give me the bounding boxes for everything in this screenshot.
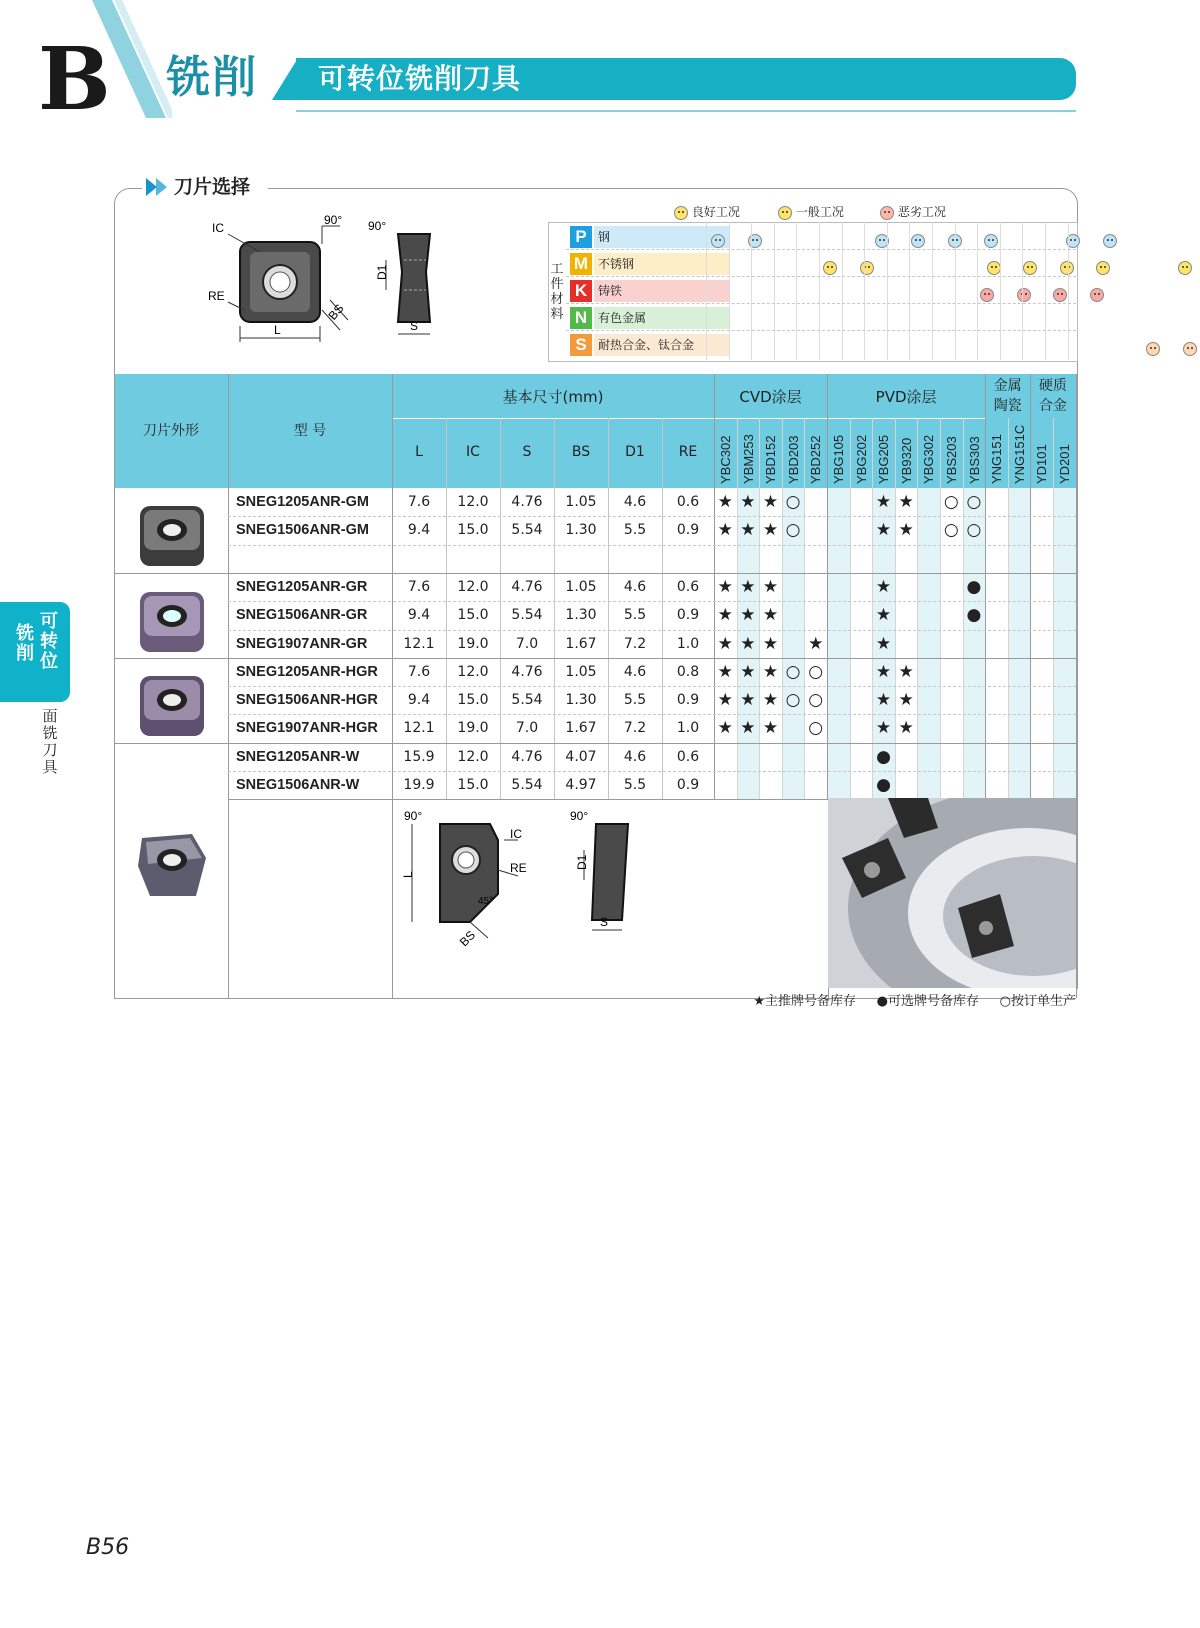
matrix-gridline [796, 222, 797, 360]
dim-cell-s: 5.54 [511, 777, 543, 793]
header-dim-re: RE [678, 444, 698, 460]
condition-face-icon [1017, 288, 1031, 302]
row-line [228, 686, 1076, 687]
footnote-dot: ●可选牌号备库存 [876, 994, 979, 1009]
dim-cell-d1: 4.6 [623, 748, 647, 765]
grade-header-ybg105: YBG105 [831, 434, 846, 484]
label-l-w: L [401, 871, 415, 878]
dim-cell-bs: 1.67 [565, 635, 597, 652]
grade-mark: ★ [762, 520, 779, 541]
neutral-face-icon [778, 206, 792, 220]
grade-group-divider [985, 374, 986, 799]
grade-mark: ★ [808, 633, 824, 654]
dim-cell-re: 1.0 [676, 635, 700, 652]
condition-face-icon [984, 234, 998, 248]
condition-face-icon [1090, 288, 1104, 302]
label-angle-side: 90° [368, 219, 387, 233]
grade-mark: ★ [875, 718, 892, 739]
header-dim-l: L [415, 444, 423, 460]
grade-mark: ★ [762, 576, 779, 597]
legend-normal-label: 一般工况 [795, 205, 844, 219]
grade-mark: ○ [808, 661, 824, 682]
row-line [228, 545, 1076, 546]
model-cell: SNEG1506ANR-W [236, 777, 360, 793]
dim-cell-re: 0.8 [676, 663, 700, 680]
grade-mark: ★ [762, 492, 779, 512]
insert-photo-4 [132, 830, 212, 902]
grade-mark: ○ [785, 690, 801, 711]
matrix-gridline [1022, 222, 1023, 360]
header-dim-ic: IC [466, 444, 480, 460]
dim-cell-re: 0.9 [676, 522, 700, 539]
grade-mark: ★ [740, 605, 756, 626]
grade-mark: ★ [717, 605, 733, 626]
dim-cell-re: 0.6 [676, 748, 700, 765]
chapter-letter: B [38, 29, 111, 130]
dim-cell-s: 5.54 [511, 522, 543, 539]
grade-mark: ★ [898, 492, 914, 512]
grade-mark: ★ [898, 520, 914, 541]
grade-mark: ★ [875, 605, 892, 626]
legend-good [674, 204, 740, 220]
matrix-rowline [566, 276, 1076, 277]
condition-face-icon [1183, 342, 1197, 356]
grade-mark: ★ [717, 492, 733, 512]
condition-face-icon [823, 261, 837, 275]
grade-mark: ★ [898, 690, 914, 711]
dim-cell-ic: 19.0 [457, 720, 489, 737]
dim-cell-s: 5.54 [511, 607, 543, 624]
grade-mark: ★ [740, 492, 756, 512]
milling-cutter-photo [828, 798, 1076, 988]
model-cell: SNEG1506ANR-GR [236, 607, 368, 624]
matrix-rowline [566, 330, 1076, 331]
row-line [228, 771, 1076, 772]
grade-mark: ★ [875, 690, 892, 711]
matrix-rowline [566, 249, 1076, 250]
grade-mark: ★ [762, 605, 779, 626]
material-label: 铸铁 [598, 284, 623, 298]
dim-cell-bs: 4.97 [565, 777, 597, 793]
material-badge: P [570, 226, 592, 248]
insert-photo-1 [132, 500, 212, 572]
footnote-star: ★主推牌号备库存 [753, 994, 856, 1009]
material-label: 钢 [598, 230, 611, 244]
dim-cell-d1: 5.5 [623, 777, 647, 793]
insert-dimension-diagram [200, 212, 460, 362]
material-label: 不锈钢 [598, 257, 635, 271]
matrix-gridline [932, 222, 933, 360]
header-subtitle: 可转位铣削刀具 [318, 62, 522, 95]
dim-cell-s: 4.76 [511, 578, 543, 595]
dim-cell-bs: 1.67 [565, 720, 597, 737]
group-row-line [114, 743, 1076, 744]
grade-mark: ★ [875, 661, 892, 682]
grade-mark: ★ [875, 576, 892, 597]
grade-header-ybg202: YBG202 [853, 434, 869, 484]
label-d1: D1 [375, 264, 389, 280]
table-right-edge [1076, 374, 1077, 998]
dim-cell-ic: 12.0 [457, 663, 489, 680]
grade-mark: ● [876, 775, 891, 795]
side-tab-subtitle: 面铣刀具 [42, 707, 58, 776]
grade-column-stripe [1008, 488, 1031, 799]
table-footnote [753, 990, 1076, 1009]
label-re: RE [208, 289, 225, 303]
header-carbide: 硬质合金 [1038, 378, 1067, 414]
grade-mark: ○ [808, 690, 824, 711]
grade-mark: ○ [808, 718, 824, 739]
material-label: 耐热合金、钛合金 [598, 338, 695, 352]
model-cell: SNEG1205ANR-GM [236, 494, 369, 510]
material-row-m [566, 251, 726, 275]
grade-mark: ★ [875, 492, 892, 512]
dim-cell-l: 9.4 [407, 522, 431, 539]
matrix-gridline [751, 222, 752, 360]
header-shape: 刀片外形 [143, 423, 199, 439]
chapter-category: 铣削 [166, 52, 258, 103]
condition-face-icon [1103, 234, 1117, 248]
dim-cell-l: 9.4 [407, 692, 431, 709]
matrix-gridline [864, 222, 865, 360]
dim-cell-d1: 5.5 [623, 607, 647, 624]
dim-cell-s: 7.0 [515, 635, 539, 652]
condition-face-icon [1053, 288, 1067, 302]
material-row-bg [594, 226, 730, 248]
model-cell: SNEG1205ANR-GR [236, 578, 368, 595]
row-line [228, 601, 1076, 602]
grade-header-ybc302: YBC302 [718, 435, 733, 484]
label-l: L [274, 323, 281, 337]
row-line [228, 516, 1076, 517]
dim-cell-l: 12.1 [403, 720, 435, 737]
matrix-rowline [566, 303, 1076, 304]
label-ic: IC [212, 221, 224, 235]
label-angle-w: 90° [404, 810, 423, 823]
dim-cell-d1: 7.2 [623, 635, 647, 652]
legend-bad [880, 204, 946, 220]
grade-mark: ★ [717, 520, 733, 541]
header-pvd: PVD涂层 [875, 388, 937, 406]
grade-mark: ○ [943, 492, 959, 512]
matrix-gridline [887, 222, 888, 360]
label-bs: BS [325, 301, 347, 323]
dim-cell-bs: 4.07 [565, 748, 597, 765]
wiper-insert-diagram [400, 810, 660, 970]
table-left-edge [114, 374, 115, 998]
group-row-line [114, 573, 1076, 574]
model-cell: SNEG1506ANR-HGR [236, 692, 378, 709]
grade-group-divider [827, 374, 828, 799]
grade-mark: ★ [740, 520, 756, 541]
dim-cell-d1: 4.6 [623, 663, 647, 680]
dim-cell-l: 19.9 [403, 777, 435, 793]
label-re-w: RE [510, 861, 527, 875]
dim-cell-l: 7.6 [407, 663, 431, 680]
insert-photo-3 [132, 670, 212, 742]
header-slash-decoration [92, 0, 172, 118]
material-row-s [566, 332, 726, 356]
dim-cell-bs: 1.05 [565, 578, 597, 595]
grade-mark: ● [966, 576, 982, 597]
grade-mark: ○ [966, 492, 982, 512]
grade-mark: ★ [740, 576, 756, 597]
dim-cell-s: 4.76 [511, 748, 543, 765]
material-row-n [566, 305, 726, 329]
grade-header-ybd203: YBD203 [785, 435, 801, 484]
grade-column-stripe [917, 488, 940, 799]
grade-mark: ★ [717, 718, 733, 739]
side-chapter-tab[interactable] [0, 602, 70, 702]
condition-face-icon [711, 234, 725, 248]
dim-cell-s: 7.0 [515, 720, 539, 737]
dim-cell-bs: 1.30 [565, 692, 597, 709]
dim-cell-l: 15.9 [403, 748, 435, 765]
matrix-gridline [842, 222, 843, 360]
dim-cell-re: 0.6 [676, 578, 700, 595]
dim-cell-ic: 15.0 [457, 777, 489, 793]
grade-mark: ★ [762, 690, 779, 711]
grade-mark: ★ [875, 520, 892, 541]
dim-cell-bs: 1.30 [565, 607, 597, 624]
grade-header-ybd252: YBD252 [808, 435, 824, 484]
grade-column-stripe [827, 488, 850, 799]
header-cvd: CVD涂层 [739, 388, 802, 406]
dim-cell-d1: 5.5 [623, 522, 647, 539]
matrix-gridline [729, 222, 730, 360]
model-cell: SNEG1205ANR-HGR [236, 663, 378, 680]
dim-cell-ic: 15.0 [457, 522, 489, 539]
grade-mark: ★ [740, 718, 756, 739]
grade-header-ybg302: YBG302 [921, 434, 937, 484]
material-badge: K [570, 280, 592, 302]
dim-cell-re: 0.9 [676, 607, 700, 624]
model-cell: SNEG1907ANR-GR [236, 635, 368, 652]
sad-face-icon [880, 206, 894, 220]
grade-mark: ★ [762, 661, 779, 682]
grade-mark: ★ [740, 661, 756, 682]
label-ic-w: IC [510, 827, 522, 841]
dim-cell-ic: 12.0 [457, 578, 489, 595]
material-row-k [566, 278, 726, 302]
grade-mark: ★ [762, 633, 779, 654]
dim-cell-l: 7.6 [407, 494, 431, 510]
material-row-p [566, 224, 726, 248]
matrix-gridline [1000, 222, 1001, 360]
header-dim-s: S [522, 444, 532, 460]
grade-mark: ★ [740, 690, 756, 711]
grade-header-ybs303: YBS303 [966, 436, 982, 484]
label-s: S [410, 319, 419, 333]
matrix-gridline [909, 222, 910, 360]
grade-header-yd101: YD101 [1034, 444, 1050, 484]
material-badge: N [570, 307, 592, 329]
header-split-line [392, 418, 985, 419]
grade-header-yb9320: YB9320 [898, 437, 914, 484]
legend-normal [778, 204, 844, 220]
matrix-gridline [955, 222, 956, 360]
legend-bad-label: 恶劣工况 [897, 205, 946, 219]
matrix-gridline [1045, 222, 1046, 360]
dim-cell-re: 0.9 [676, 777, 700, 793]
material-side-label: 工件材料 [550, 262, 564, 322]
dim-cell-bs: 1.30 [565, 522, 597, 539]
grade-header-yng151: YNG151 [989, 434, 1005, 484]
condition-face-icon [1096, 261, 1110, 275]
header-model: 型 号 [293, 423, 327, 439]
matrix-gridline [819, 222, 820, 360]
grade-mark: ★ [898, 718, 914, 739]
condition-face-icon [987, 261, 1001, 275]
label-angle: 90° [324, 213, 343, 227]
row-line [228, 630, 1076, 631]
grade-mark: ★ [717, 576, 733, 597]
legend-good-label: 良好工况 [691, 205, 740, 219]
dim-cell-d1: 5.5 [623, 692, 647, 709]
dim-cell-ic: 12.0 [457, 494, 489, 510]
dim-cell-l: 7.6 [407, 578, 431, 595]
dim-cell-ic: 12.0 [457, 748, 489, 765]
header-bar-tip [272, 58, 298, 100]
model-cell: SNEG1205ANR-W [236, 748, 360, 765]
grade-mark: ★ [717, 690, 733, 711]
dim-cell-re: 0.9 [676, 692, 700, 709]
condition-face-icon [1023, 261, 1037, 275]
dim-cell-l: 12.1 [403, 635, 435, 652]
grade-mark: ★ [717, 633, 733, 654]
label-angle-w2: 90° [570, 810, 589, 823]
dim-cell-re: 1.0 [676, 720, 700, 737]
page-number: B56 [86, 1535, 130, 1560]
model-cell: SNEG1907ANR-HGR [236, 720, 378, 737]
condition-face-icon [1146, 342, 1160, 356]
dim-cell-d1: 4.6 [623, 494, 647, 510]
condition-face-icon [911, 234, 925, 248]
grade-header-ybg205: YBG205 [876, 434, 892, 484]
grade-mark: ○ [966, 520, 982, 541]
side-tab-col2: 可转位 [40, 611, 58, 672]
material-label: 有色金属 [598, 311, 647, 325]
dim-cell-ic: 15.0 [457, 607, 489, 624]
dim-cell-l: 9.4 [407, 607, 431, 624]
dim-cell-d1: 4.6 [623, 578, 647, 595]
grade-column-stripe [1053, 488, 1076, 799]
dim-cell-s: 5.54 [511, 692, 543, 709]
matrix-gridline [977, 222, 978, 360]
dim-cell-ic: 19.0 [457, 635, 489, 652]
header-dim-bs: BS [571, 444, 591, 460]
condition-face-icon [1178, 261, 1192, 275]
dim-cell-s: 4.76 [511, 494, 543, 510]
section-title: 刀片选择 [174, 176, 251, 198]
dim-cell-d1: 7.2 [623, 720, 647, 737]
dim-cell-s: 4.76 [511, 663, 543, 680]
dim-cell-re: 0.6 [676, 494, 700, 510]
grade-mark: ● [876, 746, 891, 767]
grade-mark: ○ [785, 492, 801, 512]
group-row-line [114, 658, 1076, 659]
label-bs-w: BS [456, 927, 479, 950]
condition-face-icon [980, 288, 994, 302]
dim-cell-bs: 1.05 [565, 494, 597, 510]
grade-mark: ★ [740, 633, 756, 654]
grade-header-ybs203: YBS203 [944, 436, 959, 484]
grade-header-yng151c: YNG151C [1011, 424, 1027, 484]
matrix-gridline [774, 222, 775, 360]
label-45: 45° [478, 896, 494, 907]
grade-header-ybm253: YBM253 [740, 434, 756, 484]
grade-mark: ★ [875, 633, 892, 654]
header-dims: 基本尺寸(mm) [502, 388, 604, 406]
double-arrow-icon [146, 178, 172, 196]
grade-mark: ○ [943, 520, 959, 541]
header-cermet: 金属陶瓷 [993, 378, 1022, 414]
material-badge: S [570, 334, 592, 356]
header-underline [296, 110, 1076, 112]
label-s-w: S [600, 915, 609, 929]
smile-face-icon [674, 206, 688, 220]
matrix-gridline [706, 222, 707, 360]
model-cell: SNEG1506ANR-GM [236, 522, 369, 539]
grade-header-ybd152: YBD152 [763, 435, 779, 484]
side-tab-col1: 铣削 [16, 623, 34, 664]
condition-face-icon [748, 234, 762, 248]
grade-mark: ● [966, 605, 982, 626]
dim-cell-ic: 15.0 [457, 692, 489, 709]
grade-header-yd201: YD201 [1057, 444, 1072, 484]
label-d1-w: D1 [575, 854, 589, 870]
grade-mark: ○ [785, 661, 801, 682]
grade-mark: ★ [898, 661, 914, 682]
grade-mark: ○ [785, 520, 801, 541]
insert-photo-2 [132, 586, 212, 658]
header-dim-d1: D1 [625, 444, 645, 460]
dim-cell-bs: 1.05 [565, 663, 597, 680]
row-line [228, 714, 1076, 715]
grade-mark: ★ [717, 661, 733, 682]
matrix-gridline [1068, 222, 1069, 360]
footnote-circle: ○按订单生产 [999, 994, 1076, 1009]
grade-group-divider [1030, 374, 1031, 799]
grade-mark: ★ [762, 718, 779, 739]
material-badge: M [570, 253, 592, 275]
condition-face-icon [860, 261, 874, 275]
